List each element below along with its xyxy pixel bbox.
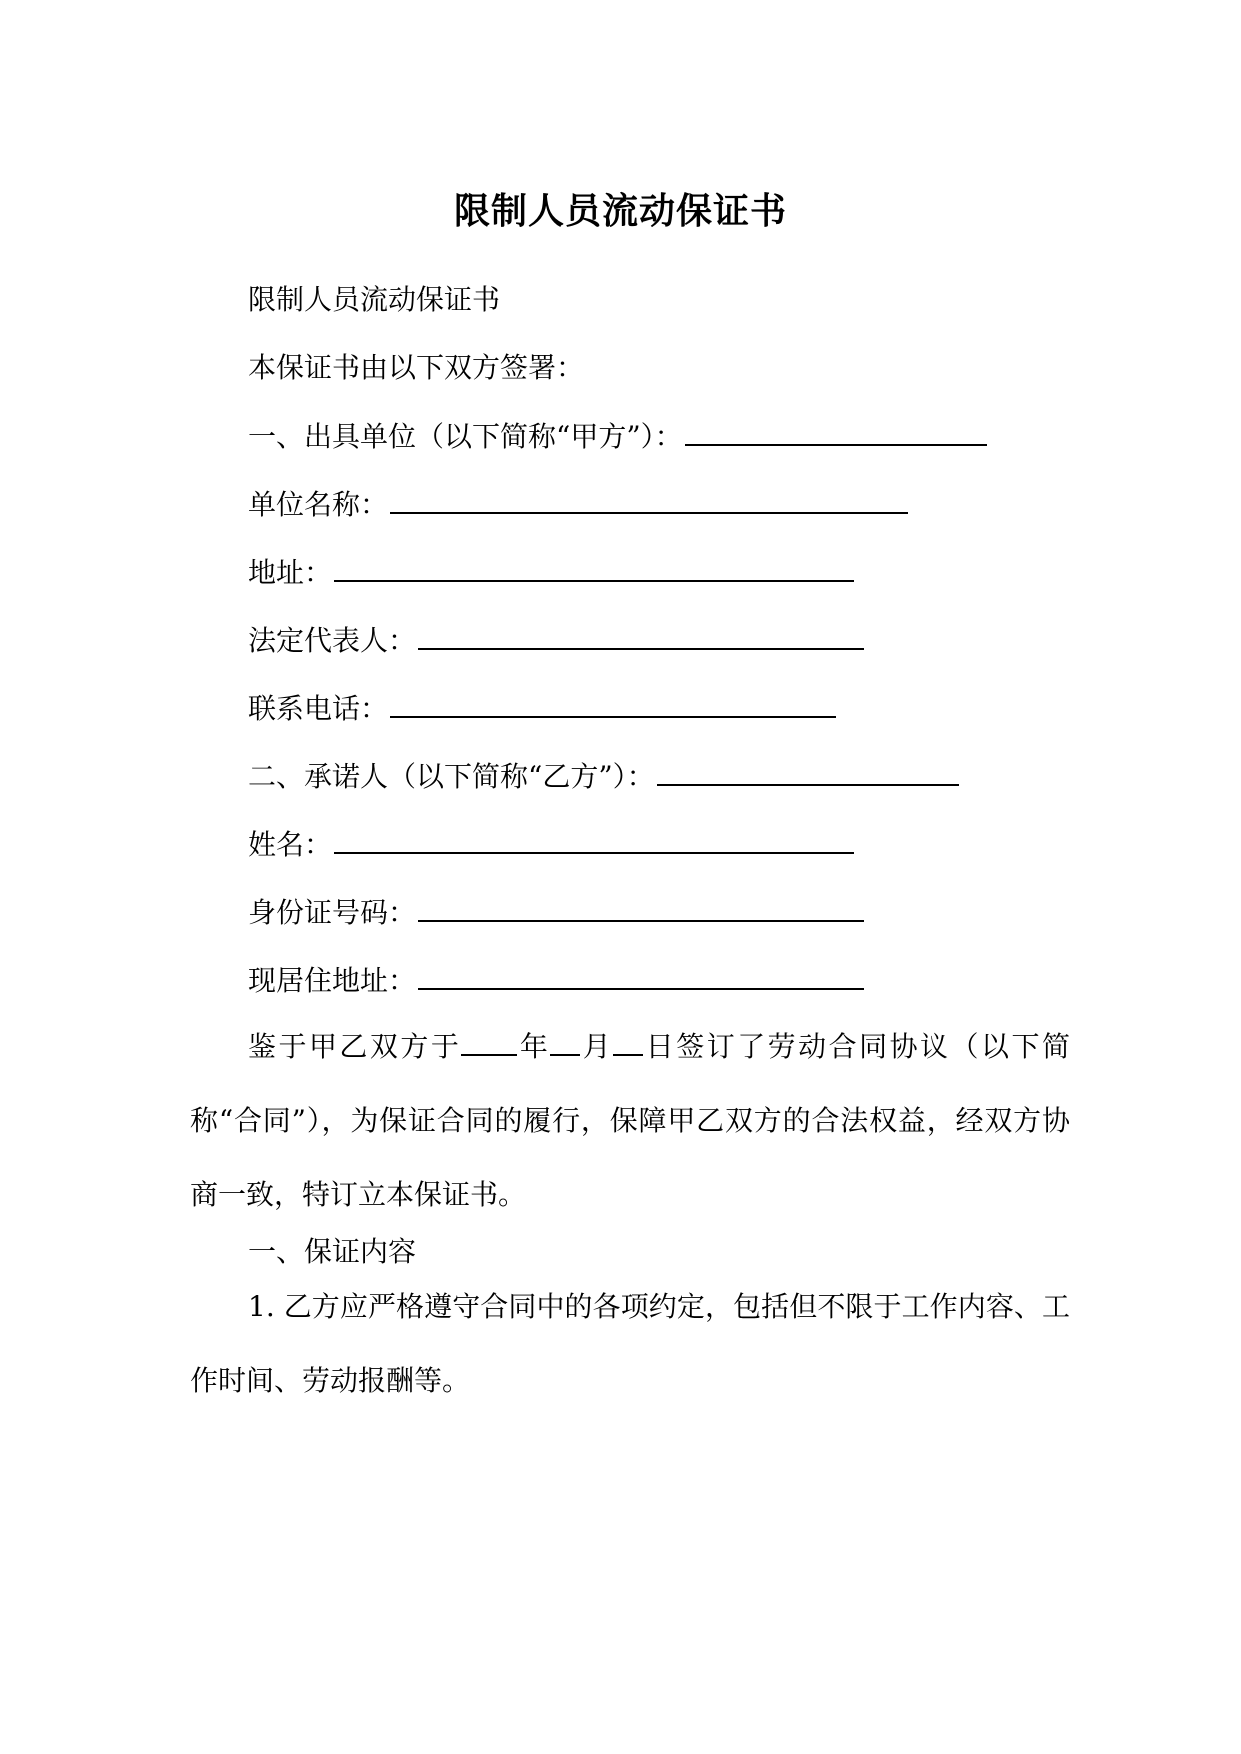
company-name-line [248,484,908,524]
document-title: 限制人员流动保证书 [453,190,787,232]
party-a-heading-line [248,416,987,456]
legal-rep-blank[interactable] [418,620,864,650]
document-subtitle: 限制人员流动保证书 [248,283,501,316]
address-label: 地址： [248,556,333,589]
section1-heading: 一、保证内容 [248,1235,417,1268]
residence-blank[interactable] [418,960,864,990]
party-b-heading: 二、承诺人（以下简称“乙方”）： [248,760,655,793]
legal-rep-line [248,620,864,660]
address-blank[interactable] [334,552,854,582]
name-label: 姓名： [248,828,333,861]
address-line [248,552,854,592]
party-a-blank[interactable] [685,416,987,446]
company-name-blank[interactable] [390,484,908,514]
id-number-line [248,892,864,932]
name-blank[interactable] [334,824,854,854]
month-label: 月 [580,1030,614,1063]
phone-blank[interactable] [390,688,836,718]
month-blank[interactable] [550,1028,580,1056]
party-a-heading: 一、出具单位（以下简称“甲方”）： [248,420,683,453]
intro-text: 本保证书由以下双方签署： [248,351,585,384]
legal-rep-label: 法定代表人： [248,624,417,657]
preamble-part2: 日签订了劳动合同协议（以下简称“合同”），为保证合同的履行，保障甲乙双方的合法权益，经双方协商一致，特订立本保证书。 [190,1030,1070,1211]
residence-label: 现居住地址： [248,964,417,997]
name-line [248,824,854,864]
company-name-label: 单位名称： [248,488,389,521]
party-b-heading-line [248,756,959,796]
preamble-part1: 鉴于甲乙双方于 [248,1030,462,1063]
year-label: 年 [517,1030,551,1063]
phone-line [248,688,836,728]
year-blank[interactable] [461,1028,517,1056]
residence-line [248,960,864,1000]
party-b-blank[interactable] [657,756,959,786]
day-blank[interactable] [613,1028,643,1056]
phone-label: 联系电话： [248,692,389,725]
id-number-label: 身份证号码： [248,896,417,929]
clause-1: 1. 乙方应严格遵守合同中的各项约定，包括但不限于工作内容、工作时间、劳动报酬等。 [190,1290,1070,1397]
id-number-blank[interactable] [418,892,864,922]
preamble-paragraph [190,1010,1070,1232]
